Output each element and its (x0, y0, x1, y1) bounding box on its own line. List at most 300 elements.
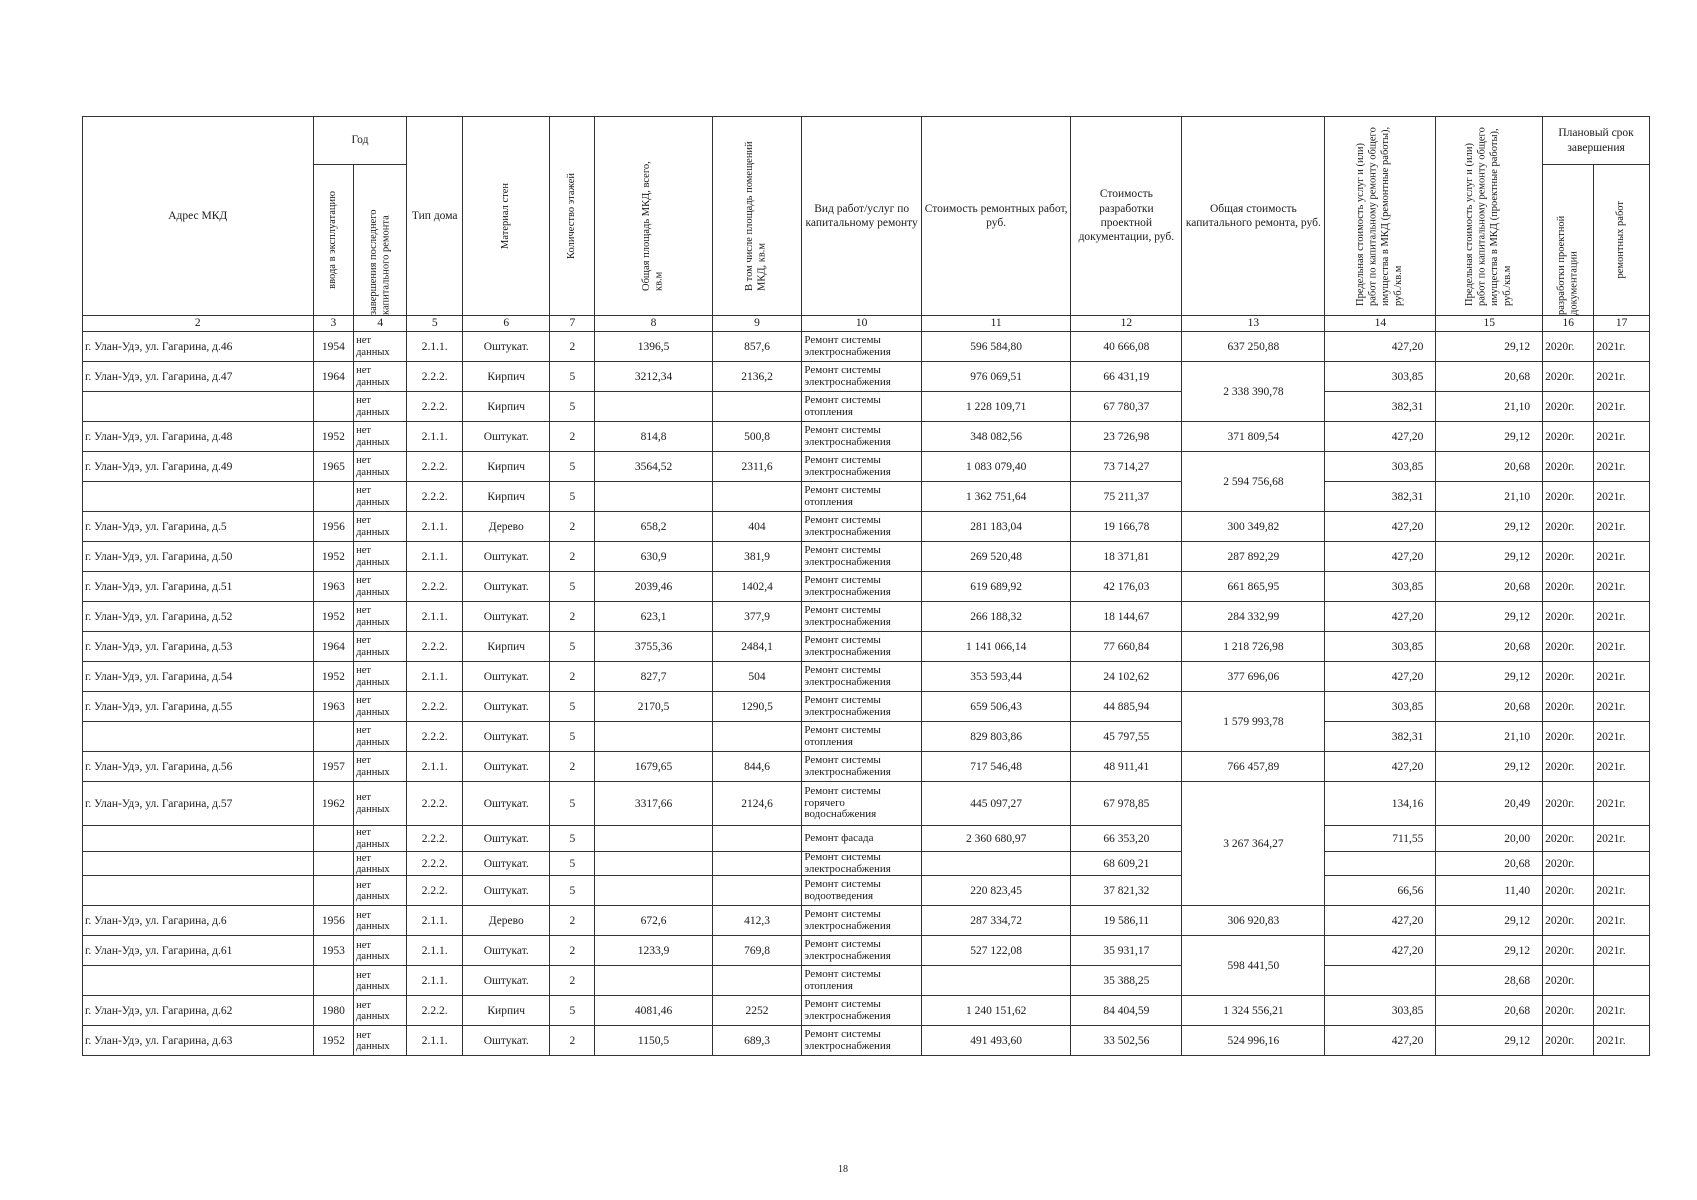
deadline-design-cell: 2020г. (1543, 392, 1594, 422)
total-cost-cell: 637 250,88 (1182, 332, 1325, 362)
house-type-cell: 2.1.1. (407, 906, 463, 936)
material-cell: Кирпич (462, 452, 550, 482)
material-cell: Оштукат. (462, 876, 550, 906)
header-deadline-group: Плановый срок завершения (1543, 117, 1650, 165)
table-row (83, 936, 1650, 966)
material-cell: Оштукат. (462, 1026, 550, 1056)
premises-area-cell (712, 722, 802, 752)
material-cell: Кирпич (462, 632, 550, 662)
year-cell: 1963 (313, 692, 354, 722)
repair-cost-cell: 1 240 151,62 (921, 996, 1070, 1026)
deadline-repair-cell: 2021г. (1594, 422, 1650, 452)
deadline-repair-cell: 2021г. (1594, 1026, 1650, 1056)
year-cell: 1952 (313, 1026, 354, 1056)
last-repair-cell: нет данных (354, 752, 407, 782)
design-cost-cell: 18 144,67 (1071, 602, 1182, 632)
limit-design-cell: 21,10 (1436, 722, 1543, 752)
premises-area-cell: 500,8 (712, 422, 802, 452)
design-cost-cell: 42 176,03 (1071, 572, 1182, 602)
address-cell (83, 826, 314, 852)
design-cost-cell: 23 726,98 (1071, 422, 1182, 452)
work-type-cell: Ремонт системы электроснабжения (802, 422, 922, 452)
column-number: 8 (595, 316, 712, 332)
total-area-cell: 1150,5 (595, 1026, 712, 1056)
address-cell: г. Улан-Удэ, ул. Гагарина, д.54 (83, 662, 314, 692)
limit-repair-cell: 427,20 (1325, 332, 1436, 362)
column-number: 17 (1594, 316, 1650, 332)
work-type-cell: Ремонт системы электроснабжения (802, 996, 922, 1026)
deadline-design-cell: 2020г. (1543, 632, 1594, 662)
last-repair-cell: нет данных (354, 512, 407, 542)
deadline-repair-cell (1594, 966, 1650, 996)
column-number: 14 (1325, 316, 1436, 332)
limit-repair-cell: 303,85 (1325, 996, 1436, 1026)
limit-repair-cell: 427,20 (1325, 542, 1436, 572)
work-type-cell: Ремонт системы электроснабжения (802, 852, 922, 876)
last-repair-cell: нет данных (354, 452, 407, 482)
repair-cost-cell: 659 506,43 (921, 692, 1070, 722)
repair-cost-cell: 445 097,27 (921, 782, 1070, 826)
premises-area-cell: 2136,2 (712, 362, 802, 392)
deadline-design-cell: 2020г. (1543, 662, 1594, 692)
column-number: 4 (354, 316, 407, 332)
house-type-cell: 2.1.1. (407, 662, 463, 692)
repair-cost-cell: 1 362 751,64 (921, 482, 1070, 512)
deadline-repair-cell: 2021г. (1594, 332, 1650, 362)
total-cost-cell: 2 594 756,68 (1182, 452, 1325, 512)
column-number: 15 (1436, 316, 1543, 332)
house-type-cell: 2.2.2. (407, 876, 463, 906)
total-cost-cell: 300 349,82 (1182, 512, 1325, 542)
premises-area-cell: 689,3 (712, 1026, 802, 1056)
floors-cell: 5 (550, 362, 595, 392)
limit-design-cell: 29,12 (1436, 752, 1543, 782)
premises-area-cell: 844,6 (712, 752, 802, 782)
address-cell: г. Улан-Удэ, ул. Гагарина, д.47 (83, 362, 314, 392)
floors-cell: 5 (550, 852, 595, 876)
last-repair-cell: нет данных (354, 542, 407, 572)
material-cell: Оштукат. (462, 572, 550, 602)
last-repair-cell: нет данных (354, 722, 407, 752)
work-type-cell: Ремонт системы электроснабжения (802, 512, 922, 542)
design-cost-cell: 84 404,59 (1071, 996, 1182, 1026)
floors-cell: 2 (550, 512, 595, 542)
floors-cell: 5 (550, 632, 595, 662)
table-row (83, 452, 1650, 482)
deadline-repair-cell: 2021г. (1594, 906, 1650, 936)
limit-design-cell: 29,12 (1436, 512, 1543, 542)
limit-repair-cell: 711,55 (1325, 826, 1436, 852)
deadline-design-cell: 2020г. (1543, 422, 1594, 452)
limit-design-cell: 20,68 (1436, 632, 1543, 662)
column-number: 3 (313, 316, 354, 332)
header-address: Адрес МКД (83, 117, 314, 316)
limit-repair-cell: 427,20 (1325, 752, 1436, 782)
table-row (83, 852, 1650, 876)
limit-design-cell: 29,12 (1436, 936, 1543, 966)
limit-design-cell: 29,12 (1436, 1026, 1543, 1056)
header-house-type: Тип дома (407, 117, 463, 316)
last-repair-cell: нет данных (354, 662, 407, 692)
header-premises-area-text: В том числе площадь помещений МКД, кв.м (744, 141, 769, 291)
house-type-cell: 2.1.1. (407, 1026, 463, 1056)
limit-repair-cell: 382,31 (1325, 482, 1436, 512)
premises-area-cell: 504 (712, 662, 802, 692)
premises-area-cell (712, 392, 802, 422)
design-cost-cell: 77 660,84 (1071, 632, 1182, 662)
deadline-design-cell: 2020г. (1543, 966, 1594, 996)
total-cost-cell: 1 324 556,21 (1182, 996, 1325, 1026)
table-row (83, 542, 1650, 572)
column-number: 16 (1543, 316, 1594, 332)
total-area-cell (595, 482, 712, 512)
address-cell: г. Улан-Удэ, ул. Гагарина, д.6 (83, 906, 314, 936)
table-row (83, 422, 1650, 452)
address-cell (83, 966, 314, 996)
table-row (83, 482, 1650, 512)
total-area-cell: 658,2 (595, 512, 712, 542)
header-deadline-repair (1594, 165, 1650, 316)
deadline-repair-cell: 2021г. (1594, 752, 1650, 782)
total-cost-cell: 661 865,95 (1182, 572, 1325, 602)
repair-cost-cell: 717 546,48 (921, 752, 1070, 782)
work-type-cell: Ремонт системы водоотведения (802, 876, 922, 906)
repair-cost-cell (921, 852, 1070, 876)
table-row (83, 826, 1650, 852)
total-cost-cell: 1 218 726,98 (1182, 632, 1325, 662)
table-row (83, 782, 1650, 826)
limit-repair-cell: 427,20 (1325, 422, 1436, 452)
last-repair-cell: нет данных (354, 966, 407, 996)
last-repair-cell: нет данных (354, 482, 407, 512)
floors-cell: 2 (550, 966, 595, 996)
limit-repair-cell: 303,85 (1325, 692, 1436, 722)
total-area-cell: 3564,52 (595, 452, 712, 482)
address-cell: г. Улан-Удэ, ул. Гагарина, д.61 (83, 936, 314, 966)
year-cell: 1956 (313, 512, 354, 542)
year-cell: 1964 (313, 362, 354, 392)
deadline-design-cell: 2020г. (1543, 826, 1594, 852)
repair-cost-cell: 269 520,48 (921, 542, 1070, 572)
column-number: 2 (83, 316, 314, 332)
floors-cell: 5 (550, 782, 595, 826)
house-type-cell: 2.2.2. (407, 692, 463, 722)
work-type-cell: Ремонт системы отопления (802, 392, 922, 422)
repair-cost-cell: 619 689,92 (921, 572, 1070, 602)
work-type-cell: Ремонт системы отопления (802, 722, 922, 752)
limit-repair-cell: 427,20 (1325, 906, 1436, 936)
year-cell (313, 722, 354, 752)
house-type-cell: 2.1.1. (407, 752, 463, 782)
limit-design-cell: 29,12 (1436, 662, 1543, 692)
premises-area-cell (712, 826, 802, 852)
premises-area-cell: 381,9 (712, 542, 802, 572)
repair-cost-cell: 1 083 079,40 (921, 452, 1070, 482)
deadline-design-cell: 2020г. (1543, 782, 1594, 826)
address-cell (83, 722, 314, 752)
deadline-design-cell: 2020г. (1543, 1026, 1594, 1056)
deadline-design-cell: 2020г. (1543, 452, 1594, 482)
total-area-cell: 1233,9 (595, 936, 712, 966)
header-year-commission-text: ввода в эксплуатацию (327, 191, 339, 289)
work-type-cell: Ремонт системы электроснабжения (802, 906, 922, 936)
last-repair-cell: нет данных (354, 392, 407, 422)
limit-design-cell: 21,10 (1436, 482, 1543, 512)
limit-design-cell: 20,49 (1436, 782, 1543, 826)
repair-cost-cell: 220 823,45 (921, 876, 1070, 906)
material-cell: Оштукат. (462, 936, 550, 966)
last-repair-cell: нет данных (354, 1026, 407, 1056)
total-cost-cell: 287 892,29 (1182, 542, 1325, 572)
year-cell (313, 876, 354, 906)
material-cell: Кирпич (462, 392, 550, 422)
house-type-cell: 2.1.1. (407, 332, 463, 362)
floors-cell: 5 (550, 572, 595, 602)
total-area-cell (595, 722, 712, 752)
address-cell: г. Улан-Удэ, ул. Гагарина, д.63 (83, 1026, 314, 1056)
last-repair-cell: нет данных (354, 782, 407, 826)
address-cell (83, 482, 314, 512)
deadline-repair-cell: 2021г. (1594, 392, 1650, 422)
house-type-cell: 2.1.1. (407, 602, 463, 632)
year-cell: 1953 (313, 936, 354, 966)
work-type-cell: Ремонт фасада (802, 826, 922, 852)
last-repair-cell: нет данных (354, 362, 407, 392)
table-row (83, 692, 1650, 722)
limit-repair-cell: 427,20 (1325, 936, 1436, 966)
material-cell: Оштукат. (462, 662, 550, 692)
material-cell: Оштукат. (462, 826, 550, 852)
house-type-cell: 2.2.2. (407, 482, 463, 512)
limit-design-cell: 11,40 (1436, 876, 1543, 906)
last-repair-cell: нет данных (354, 692, 407, 722)
design-cost-cell: 66 353,20 (1071, 826, 1182, 852)
total-area-cell (595, 826, 712, 852)
header-work-type: Вид работ/услуг по капитальному ремонту (802, 117, 922, 316)
table-row (83, 512, 1650, 542)
total-area-cell: 2039,46 (595, 572, 712, 602)
year-cell: 1956 (313, 906, 354, 936)
column-number: 9 (712, 316, 802, 332)
material-cell: Кирпич (462, 362, 550, 392)
house-type-cell: 2.1.1. (407, 966, 463, 996)
column-number: 11 (921, 316, 1070, 332)
design-cost-cell: 18 371,81 (1071, 542, 1182, 572)
deadline-design-cell: 2020г. (1543, 996, 1594, 1026)
material-cell: Дерево (462, 906, 550, 936)
column-number: 10 (802, 316, 922, 332)
total-cost-cell: 524 996,16 (1182, 1026, 1325, 1056)
premises-area-cell: 857,6 (712, 332, 802, 362)
work-type-cell: Ремонт системы электроснабжения (802, 452, 922, 482)
material-cell: Кирпич (462, 482, 550, 512)
total-cost-cell: 3 267 364,27 (1182, 782, 1325, 906)
table-row (83, 332, 1650, 362)
design-cost-cell: 19 586,11 (1071, 906, 1182, 936)
year-cell (313, 966, 354, 996)
material-cell: Оштукат. (462, 852, 550, 876)
header-wall-material-text: Материал стен (499, 183, 511, 249)
premises-area-cell: 2311,6 (712, 452, 802, 482)
work-type-cell: Ремонт системы электроснабжения (802, 332, 922, 362)
limit-repair-cell: 303,85 (1325, 632, 1436, 662)
floors-cell: 5 (550, 996, 595, 1026)
column-number-row (83, 316, 1650, 332)
deadline-repair-cell: 2021г. (1594, 936, 1650, 966)
repair-cost-cell: 829 803,86 (921, 722, 1070, 752)
premises-area-cell (712, 852, 802, 876)
deadline-design-cell: 2020г. (1543, 936, 1594, 966)
address-cell: г. Улан-Удэ, ул. Гагарина, д.62 (83, 996, 314, 1026)
material-cell: Оштукат. (462, 722, 550, 752)
premises-area-cell: 412,3 (712, 906, 802, 936)
total-area-cell: 4081,46 (595, 996, 712, 1026)
floors-cell: 5 (550, 826, 595, 852)
premises-area-cell (712, 876, 802, 906)
design-cost-cell: 40 666,08 (1071, 332, 1182, 362)
header-total-cost: Общая стоимость капитального ремонта, руб. (1182, 117, 1325, 316)
floors-cell: 5 (550, 722, 595, 752)
header-year-last-repair-text: завершения последнего капитального ремонта (367, 209, 392, 315)
floors-cell: 2 (550, 1026, 595, 1056)
deadline-design-cell: 2020г. (1543, 692, 1594, 722)
table-row (83, 752, 1650, 782)
premises-area-cell: 769,8 (712, 936, 802, 966)
repair-cost-cell: 2 360 680,97 (921, 826, 1070, 852)
column-number: 13 (1182, 316, 1325, 332)
work-type-cell: Ремонт системы горячего водоснабжения (802, 782, 922, 826)
limit-repair-cell: 303,85 (1325, 572, 1436, 602)
year-cell: 1962 (313, 782, 354, 826)
table-row (83, 722, 1650, 752)
total-cost-cell: 306 920,83 (1182, 906, 1325, 936)
deadline-repair-cell: 2021г. (1594, 482, 1650, 512)
last-repair-cell: нет данных (354, 852, 407, 876)
design-cost-cell: 66 431,19 (1071, 362, 1182, 392)
limit-design-cell: 20,68 (1436, 692, 1543, 722)
total-cost-cell: 1 579 993,78 (1182, 692, 1325, 752)
work-type-cell: Ремонт системы электроснабжения (802, 632, 922, 662)
house-type-cell: 2.1.1. (407, 422, 463, 452)
table-row (83, 572, 1650, 602)
total-cost-cell: 371 809,54 (1182, 422, 1325, 452)
deadline-repair-cell: 2021г. (1594, 692, 1650, 722)
header-floors (550, 117, 595, 316)
table-row (83, 876, 1650, 906)
limit-repair-cell (1325, 966, 1436, 996)
year-cell: 1964 (313, 632, 354, 662)
deadline-design-cell: 2020г. (1543, 852, 1594, 876)
limit-repair-cell: 382,31 (1325, 722, 1436, 752)
address-cell: г. Улан-Удэ, ул. Гагарина, д.57 (83, 782, 314, 826)
total-area-cell (595, 876, 712, 906)
last-repair-cell: нет данных (354, 572, 407, 602)
total-area-cell (595, 852, 712, 876)
repair-cost-cell: 1 141 066,14 (921, 632, 1070, 662)
deadline-repair-cell: 2021г. (1594, 452, 1650, 482)
address-cell: г. Улан-Удэ, ул. Гагарина, д.49 (83, 452, 314, 482)
table-row (83, 362, 1650, 392)
header-year-commission (313, 165, 354, 316)
material-cell: Оштукат. (462, 332, 550, 362)
design-cost-cell: 35 388,25 (1071, 966, 1182, 996)
repair-cost-cell: 266 188,32 (921, 602, 1070, 632)
total-area-cell: 672,6 (595, 906, 712, 936)
header-limit-cost-repair (1325, 117, 1436, 316)
design-cost-cell: 24 102,62 (1071, 662, 1182, 692)
total-cost-cell: 2 338 390,78 (1182, 362, 1325, 422)
year-cell: 1952 (313, 602, 354, 632)
floors-cell: 2 (550, 332, 595, 362)
design-cost-cell: 45 797,55 (1071, 722, 1182, 752)
last-repair-cell: нет данных (354, 632, 407, 662)
limit-repair-cell: 427,20 (1325, 602, 1436, 632)
house-type-cell: 2.2.2. (407, 722, 463, 752)
floors-cell: 5 (550, 692, 595, 722)
address-cell: г. Улан-Удэ, ул. Гагарина, д.55 (83, 692, 314, 722)
deadline-repair-cell: 2021г. (1594, 542, 1650, 572)
floors-cell: 5 (550, 482, 595, 512)
total-area-cell: 3317,66 (595, 782, 712, 826)
deadline-design-cell: 2020г. (1543, 752, 1594, 782)
deadline-design-cell: 2020г. (1543, 362, 1594, 392)
table-row (83, 966, 1650, 996)
house-type-cell: 2.1.1. (407, 512, 463, 542)
last-repair-cell: нет данных (354, 996, 407, 1026)
table-body (83, 332, 1650, 1056)
last-repair-cell: нет данных (354, 906, 407, 936)
repair-cost-cell: 491 493,60 (921, 1026, 1070, 1056)
repair-cost-cell: 348 082,56 (921, 422, 1070, 452)
deadline-design-cell: 2020г. (1543, 602, 1594, 632)
design-cost-cell: 37 821,32 (1071, 876, 1182, 906)
limit-design-cell: 20,68 (1436, 452, 1543, 482)
limit-repair-cell: 382,31 (1325, 392, 1436, 422)
last-repair-cell: нет данных (354, 602, 407, 632)
last-repair-cell: нет данных (354, 936, 407, 966)
limit-design-cell: 20,68 (1436, 572, 1543, 602)
year-cell: 1952 (313, 542, 354, 572)
deadline-design-cell: 2020г. (1543, 542, 1594, 572)
work-type-cell: Ремонт системы электроснабжения (802, 572, 922, 602)
deadline-design-cell: 2020г. (1543, 906, 1594, 936)
deadline-repair-cell: 2021г. (1594, 602, 1650, 632)
address-cell: г. Улан-Удэ, ул. Гагарина, д.48 (83, 422, 314, 452)
header-wall-material (462, 117, 550, 316)
address-cell: г. Улан-Удэ, ул. Гагарина, д.52 (83, 602, 314, 632)
house-type-cell: 2.2.2. (407, 826, 463, 852)
repair-cost-cell: 976 069,51 (921, 362, 1070, 392)
deadline-design-cell: 2020г. (1543, 332, 1594, 362)
house-type-cell: 2.2.2. (407, 632, 463, 662)
house-type-cell: 2.1.1. (407, 542, 463, 572)
design-cost-cell: 44 885,94 (1071, 692, 1182, 722)
total-area-cell: 623,1 (595, 602, 712, 632)
design-cost-cell: 35 931,17 (1071, 936, 1182, 966)
house-type-cell: 2.2.2. (407, 996, 463, 1026)
floors-cell: 2 (550, 602, 595, 632)
design-cost-cell: 68 609,21 (1071, 852, 1182, 876)
year-cell: 1954 (313, 332, 354, 362)
header-total-area (595, 117, 712, 316)
premises-area-cell: 1402,4 (712, 572, 802, 602)
address-cell: г. Улан-Удэ, ул. Гагарина, д.50 (83, 542, 314, 572)
last-repair-cell: нет данных (354, 332, 407, 362)
repair-cost-cell: 353 593,44 (921, 662, 1070, 692)
floors-cell: 2 (550, 542, 595, 572)
table-row (83, 906, 1650, 936)
house-type-cell: 2.2.2. (407, 782, 463, 826)
